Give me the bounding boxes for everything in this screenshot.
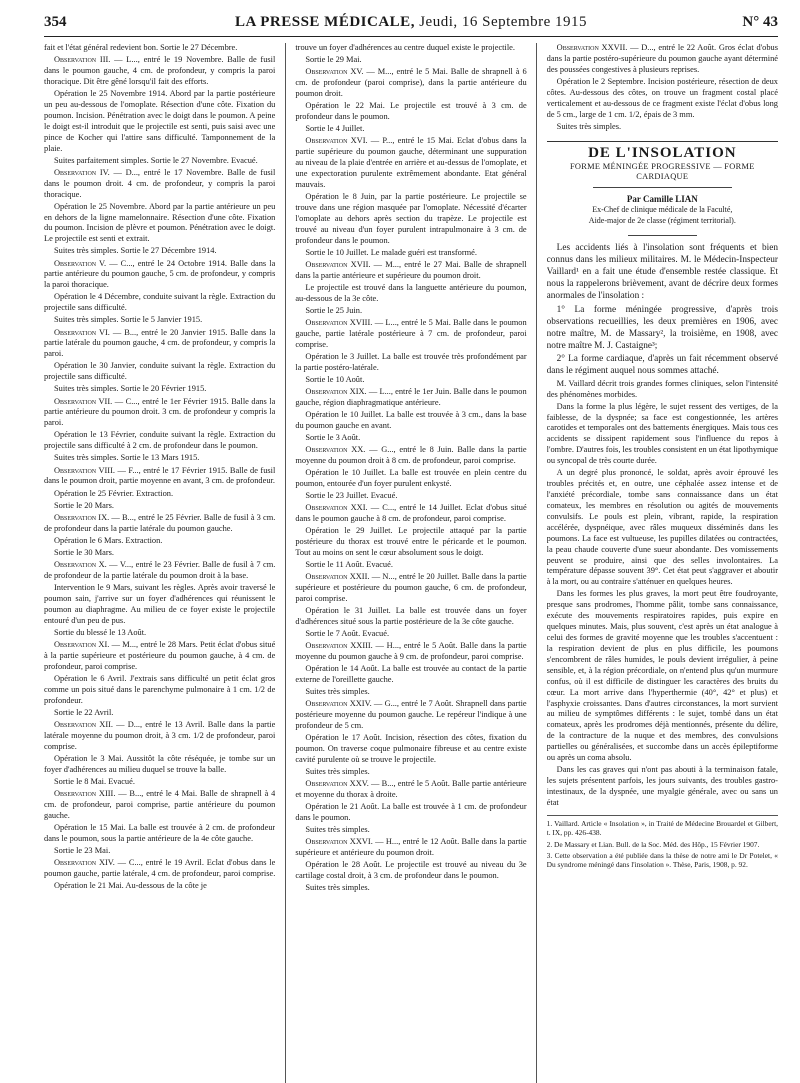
paragraph: M. Vaillard décrit trois grandes formes cliniques, selon l'intensité des phénomènes morbides. — [546, 378, 778, 399]
paragraph: Sortie le 23 Juillet. Evacué. — [305, 490, 398, 500]
paragraph: Observation XXIV. — G..., entré le 7 Août. Shrapnell dans partie postérieure moyenne du poumon gauche. Le repéreur l'indique à une profondeur de 5 cm. — [295, 699, 527, 730]
article-subtitle: FORME MÉNINGÉE PROGRESSIVE — FORME CARDIAQUE — [569, 161, 755, 182]
paragraph: Opération le 25 Novembre. Abord par la partie antérieure un peu en dehors de la ligne mamelonnaire. Résection d'une côte. Fixation du poumon. Incision de plèvre et poumon. Pénétration avec le doigt. Le projectile est senti et extrait. — [44, 201, 276, 244]
journal-name: LA PRESSE MÉDICALE, — [234, 14, 415, 30]
paragraph: Observation IX. — B..., entré le 25 Février. Balle de fusil à 3 cm. de profondeur dans la partie latérale du poumon gauche. — [44, 512, 276, 533]
issue-number: N° 43 — [742, 14, 778, 30]
paragraph: Sortie le 3 Août. — [305, 432, 361, 442]
paragraph: Opération le 4 Décembre, conduite suivant la règle. Extraction du projectile sans difficulté. — [44, 292, 276, 313]
paragraph: Sortie le 7 Août. Evacué. — [305, 628, 390, 638]
footnote: 1. Vaillard. Article « Insolation », in Traité de Médecine Brouardel et Gilbert, t. IX, pp. 426-438. — [546, 818, 778, 838]
author-divider — [628, 235, 697, 236]
paragraph: Suites parfaitement simples. Sortie le 27 Novembre. Evacué. — [54, 155, 258, 165]
paragraph: Opération le 14 Août. La balle est trouvée au contact de la partie externe de l'oreillette gauche. — [295, 664, 527, 684]
paragraph: Suites très simples. — [305, 687, 370, 696]
paragraph: Observation XI. — M..., entré le 28 Mars. Petit éclat d'obus situé à la partie supérieure et postérieure du poumon gauche, à 4 cm. de profondeur, paroi comprise. — [44, 639, 276, 671]
paragraph: Opération le 29 Juillet. Le projectile attaqué par la partie postérieure du thorax est trouvé entre le péricarde et le poumon. Tout au moins on sent le cœur absolument sous le doigt. — [295, 526, 527, 557]
paragraph: Observation XII. — D..., entré le 13 Avril. Balle dans la partie latérale moyenne du poumon droit, à 3 cm. 1/2 de profondeur, paroi comprise. — [44, 719, 276, 751]
intro-paragraph: Les accidents liés à l'insolation sont fréquents et bien connus dans les milieux militaires. M. le Médecin-Inspecteur Vaillard¹ en a fait une étude d'ensemble restée classique. Et nous la rappelerons brièvement, avant de décrire deux formes anormales de l'insolation : — [546, 243, 778, 302]
paragraph: Opération le 10 Juillet. La balle est trouvée à 3 cm., dans la base du poumon gauche en avant. — [295, 409, 527, 430]
paragraph: Observation XVI. — P..., entré le 15 Mai. Eclat d'obus dans la partie supérieure du poumon gauche, déterminant une suppuration au niveau de la plaie d'entrée en arrière et au-dessus de l'omoplate, et une expectoration purulente extrêmement abondante. Etat général mauvais. — [295, 136, 527, 189]
paragraph: Observation XX. — G..., entré le 8 Juin. Balle dans la partie moyenne du poumon droit à 8 cm. de profondeur, paroi comprise. — [295, 444, 527, 465]
journal-title-line — [104, 14, 718, 31]
paragraph: Sortie le 25 Juin. — [305, 305, 363, 315]
paragraph: Opération le 3 Juillet. La balle est trouvée très profondément par la partie postéro-latérale. — [295, 351, 527, 372]
paragraph: Observation X. — V..., entré le 23 Février. Balle de fusil à 7 cm. de profondeur de la partie latérale du poumon droit à la base. — [44, 559, 276, 580]
paragraph: Observation XIX. — L..., entré le 1er Juin. Balle dans le poumon gauche, région diaphragmatique antérieure. — [295, 386, 527, 407]
paragraph: Sortie du blessé le 13 Août. — [54, 627, 147, 637]
paragraph: Observation XXIII. — H..., entré le 5 Août. Balle dans la partie moyenne du poumon gauche à 9 cm. de profondeur, paroi comprise. — [295, 641, 527, 661]
paragraph: Opération le 17 Août. Incision, résection des côtes, fixation du poumon. On traverse coque pulmonaire fibreuse et au centre existe cavité purulente où se trouve le projectile. — [295, 733, 527, 764]
paragraph: Dans la forme la plus légère, le sujet ressent des vertiges, de la faiblesse, de la dyspnée; sa face est congestionnée, les artères carotides et temporales ont des battements énergiques. Mais tous ces accidents se dissipent rapidement sous l'influence du repos à l'ombre. D'autres fois, les troubles consistent en un état lipothymique ou syncopal de très courte durée. — [546, 401, 778, 466]
paragraph: Suites très simples. Sortie le 5 Janvier 1915. — [54, 315, 203, 325]
paragraph: Sortie le 30 Mars. — [54, 547, 115, 557]
paragraph: Opération le 6 Avril. J'extrais sans difficulté un petit éclat gros comme un pois situé dans le parenchyme pulmonaire à 1 cm. 1/2 de profondeur. — [44, 673, 276, 705]
paragraph: Opération le 31 Juillet. La balle est trouvée dans un foyer d'adhérences situé sous la partie postérieure de la 3e côte gauche. — [295, 605, 527, 626]
article-body — [547, 379, 778, 809]
paragraph: Sortie le 11 Août. Evacué. — [305, 559, 393, 569]
paragraph: Opération le 25 Novembre 1914. Abord par la partie postérieure un peu au-dessous de l'omoplate. Résection d'une côte. Fixation du poumon. Incision. Pénétration avec le doigt dans le poumon. A peine le doigt est-il introduit que le projectile est senti, puis saisi avec une pince de Kocher qui l'attire sans difficulté. Tamponnement de la plaie. — [44, 89, 276, 153]
paragraph: Opération le 2 Septembre. Incision postérieure, résection de deux côtes. Au-dessous des côtes, on trouve un fragment costal placé verticalement et au-dessous de ce fragment existe l'éclat d'obus long de 5 cm., large de 1 cm. 1/2, épais de 3 mm. — [546, 76, 778, 119]
paragraph: Observation XIV. — C..., entré le 19 Avril. Eclat d'obus dans le poumon gauche, partie latérale, 4 cm. de profondeur, paroi comprise. — [44, 857, 276, 878]
paragraph: Opération le 28 Août. Le projectile est trouvé au niveau du 3e cartilage costal droit, à 3 cm. de profondeur dans le poumon. — [295, 860, 527, 880]
author-affiliation-2: Aide-major de 2e classe (régiment territorial). — [588, 216, 736, 226]
paragraph: Opération le 15 Mai. La balle est trouvée à 2 cm. de profondeur dans le poumon, sous la partie antérieure de la 4e côte gauche. — [44, 822, 276, 843]
paragraph: trouve un foyer d'adhérences au centre duquel existe le projectile. — [295, 43, 515, 52]
paragraph: Le projectile est trouvé dans la languette antérieure du poumon, au-dessous de la 3e côte. — [295, 282, 527, 303]
paragraph: Intervention le 9 Mars, suivant les règles. Après avoir traversé le poumon sain, j'arrive sur un foyer d'adhérences qui réunissent le poumon au diaphragme. Au milieu de ce foyer existe le projectile entouré d'un peu de pus. — [44, 582, 276, 625]
paragraph: Observation XXVII. — D..., entré le 22 Août. Gros éclat d'obus dans la partie postéro-supérieure du poumon gauche ayant déterminé des poussées congestives à plusieurs reprises. — [546, 43, 778, 74]
footnotes — [547, 815, 778, 870]
paragraph: Observation XXV. — B..., entré le 5 Août. Balle partie antérieure et moyenne du thorax à droite. — [295, 779, 527, 799]
paragraph: Sortie le 23 Mai. — [54, 845, 111, 855]
paragraph: Observation VIII. — F..., entré le 17 Février 1915. Balle de fusil dans le poumon droit, partie moyenne en avant, 3 cm. de profondeur. — [44, 465, 276, 486]
footnote: 2. De Massary et Lian. Bull. de la Soc. Méd. des Hôp., 15 Février 1907. — [546, 839, 760, 849]
paragraph: Sortie le 22 Avril. — [54, 707, 114, 717]
paragraph: Observation XXII. — N..., entré le 20 Juillet. Balle dans la partie supérieure et postérieure du poumon gauche, 6 cm. de profondeur, paroi comprise. — [295, 572, 527, 603]
paragraph: Observation XVII. — M..., entré le 27 Mai. Balle de shrapnell dans la partie antérieure et supérieure du poumon droit. — [295, 259, 527, 280]
article-intro — [547, 242, 778, 377]
paragraph: Suites très simples. — [556, 121, 622, 131]
paragraph: Suites très simples. — [305, 825, 370, 834]
paragraph: Observation XXI. — C..., entré le 14 Juillet. Eclat d'obus situé dans le poumon gauche à 8 cm. de profondeur, paroi comprise. — [295, 503, 527, 523]
intro-paragraph: 2° La forme cardiaque, d'après un fait récemment observé dans le régiment auquel nous sommes attaché. — [546, 354, 778, 377]
paragraph: Observation VI. — B..., entré le 20 Janvier 1915. Balle dans la partie latérale du poumon gauche, 4 cm. de profondeur, y compris la paroi. — [44, 327, 276, 359]
paragraph: Sortie le 10 Juillet. Le malade guéri est transformé. — [305, 247, 477, 257]
paragraph: Sortie le 8 Mai. Evacué. — [54, 776, 135, 786]
paragraph: A un degré plus prononcé, le soldat, après avoir éprouvé les troubles précités et, en outre, une céphalée assez intense et de l'anxiété précordiale, tombe sans connaissance dans un état comateux, les membres en résolution ou agités de mouvements convulsifs. Le pouls est plein, vibrant, rapide, la respiration accélérée, dyspnéique, avec râles muqueux disséminés dans les poumons. La face est vultueuse, les pupilles dilatées ou contractées, la peau chaude couverte d'une sueur abondante. Des vomissements peuvent se produire, ainsi que des selles involontaires. La température dépasse souvent 39°. Cet état peut s'aggraver et aboutir à la mort, ou au contraire s'atténuer en quelques heures. — [546, 468, 778, 587]
paragraph: Opération le 21 Mai. Au-dessous de la côte je — [54, 880, 207, 890]
paragraph: Suites très simples. — [305, 883, 370, 893]
paragraph: Observation XV. — M..., entré le 5 Mai. Balle de shrapnell à 6 cm. de profondeur (paroi comprise), dans la partie antérieure du poumon droit. — [295, 67, 527, 98]
paragraph: Sortie le 4 Juillet. — [305, 124, 365, 134]
paragraph: Suites très simples. — [305, 766, 370, 776]
paragraph: Observation XVIII. — L..., entré le 5 Mai. Balle dans le poumon gauche, partie latérale postérieure à 7 cm. de profondeur, paroi comprise. — [295, 317, 527, 349]
paragraph: Suites très simples. Sortie le 13 Mars 1915. — [54, 453, 200, 463]
article-title: DE L'INSOLATION — [547, 141, 778, 159]
paragraph: Opération le 21 Août. La balle est trouvée à 1 cm. de profondeur dans le poumon. — [295, 802, 527, 822]
paragraph: Opération le 10 Juillet. La balle est trouvée en plein centre du poumon, entourée d'un foyer purulent enkysté. — [295, 467, 527, 488]
paragraph: Observation III. — L..., entré le 19 Novembre. Balle de fusil dans le poumon gauche, 4 cm. de profondeur, y compris la paroi thoracique. Dit être gêné lorsqu'il fait des efforts. — [44, 55, 276, 86]
paragraph: Observation IV. — D..., entré le 17 Novembre. Balle de fusil dans le poumon droit. 4 cm. de profondeur, y compris la paroi thoracique. — [44, 167, 276, 199]
column-right — [547, 43, 778, 1083]
paragraph: Sortie le 20 Mars. — [54, 500, 115, 510]
paragraph: Dans les formes les plus graves, la mort peut être foudroyante, presque sans prodromes, l'homme pâlit, tombe sans connaissance, exécute des mouvements respiratoires rapides, puis expire en quelques minutes. Mais, plus souvent, c'est après un état analogue à celui des formes de gravité moyenne que les troubles s'accentuent : la respiration devient de plus en plus difficile, les poumons s'encombrent de râles humides, le pouls devient irrégulier, à peine sensible, et, à la région précordiale, on n'entend plus qu'un murmure confus, où il est difficile de distinguer les caractères des bruits du cœur. La mort arrive dans l'hyperthermie (40°, 42° et plus) et l'asphyxie croissantes. Dans d'autres circonstances, la mort survient au milieu de symptômes différents : le sujet, tombé dans un état comateux, après les prodromes déjà mentionnés, présente du délire, de la contracture de la nuque et des membres, des convulsions partielles ou généralisées, et succombe dans un accès épileptiforme ou après un coma absolu. — [546, 589, 778, 763]
paragraph: Suites très simples. Sortie le 20 Février 1915. — [54, 384, 207, 394]
paragraph: Observation VII. — C..., entré le 1er Février 1915. Balle dans la partie antérieure du poumon droit. 3 cm. de profondeur y compris la paroi. — [44, 396, 276, 428]
page-header — [44, 14, 778, 37]
column-left — [44, 43, 275, 1083]
paragraph: Observation XIII. — B..., entré le 4 Mai. Balle de shrapnell à 4 cm. de profondeur, paroi comprise, partie antérieure du poumon gauche. — [44, 788, 276, 820]
paragraph: Opération le 3 Mai. Aussitôt la côte réséquée, je tombe sur un foyer d'adhérences au milieu duquel se trouve la balle. — [44, 753, 276, 774]
page-number: 354 — [44, 14, 67, 30]
text-columns — [44, 43, 778, 1083]
paragraph: Observation XXVI. — H..., entré le 12 Août. Balle dans la partie supérieure et antérieure du poumon droit. — [295, 837, 527, 857]
footnote: 3. Cette observation a été publiée dans la thèse de notre ami le Dr Potelet, « Du syndrome méningé dans l'insolation ». Thèse, Paris, 1908, p. 92. — [546, 850, 778, 870]
paragraph: Observation V. — C..., entré le 24 Octobre 1914. Balle dans la partie antérieure du poumon gauche, 5 cm. de profondeur, y compris la paroi thoracique. — [44, 258, 276, 290]
paragraph: Suites très simples. Sortie le 27 Décembre 1914. — [54, 246, 217, 256]
paragraph: Opération le 22 Mai. Le projectile est trouvé à 3 cm. de profondeur dans le poumon. — [295, 101, 527, 121]
paragraph: Sortie le 10 Août. — [305, 374, 365, 384]
paragraph: Dans les cas graves qui n'ont pas abouti à la terminaison fatale, les sujets présentent parfois, les jours suivants, des troubles gastro-intestinaux, de la dyspnée, une myalgie générale, avec ou sans un état — [546, 765, 778, 807]
paragraph: fait et l'état général redevient bon. Sortie le 27 Décembre. — [44, 43, 238, 52]
paragraph: Opération le 8 Juin, par la partie postérieure. Le projectile se trouve dans une région masquée par l'omoplate. Nécessité d'écarter l'omoplate au dehors après section du trapèze. Le projectile est trouvé au niveau d'un foyer purulent intrapulmonaire à 3 cm. de profondeur dans le poumon. — [295, 191, 527, 245]
column-middle — [285, 43, 536, 1083]
paragraph: Opération le 25 Février. Extraction. — [54, 488, 174, 498]
paragraph: Opération le 30 Janvier, conduite suivant la règle. Extraction du projectile sans difficulté. — [44, 361, 276, 382]
observation-xxvii — [547, 43, 778, 133]
paragraph: Opération le 6 Mars. Extraction. — [54, 535, 163, 545]
intro-paragraph: 1° La forme méningée progressive, d'après trois observations recueillies, les deux premières en 1906, avec notre maître, M. de Massary², la troisième, en 1908, avec notre maître M. J. Castaigne³; — [546, 304, 778, 351]
issue-date: Jeudi, 16 Septembre 1915 — [419, 14, 588, 30]
title-divider — [593, 187, 732, 188]
paragraph: Sortie le 29 Mai. — [305, 55, 362, 65]
author-affiliation-1: Ex-Chef de clinique médicale de la Faculté, — [592, 205, 733, 215]
article-author: Par Camille LIAN — [626, 194, 698, 205]
paragraph: Opération le 13 Février, conduite suivant la règle. Extraction du projectile sans difficulté à 2 cm. de profondeur dans le poumon. — [44, 430, 276, 451]
